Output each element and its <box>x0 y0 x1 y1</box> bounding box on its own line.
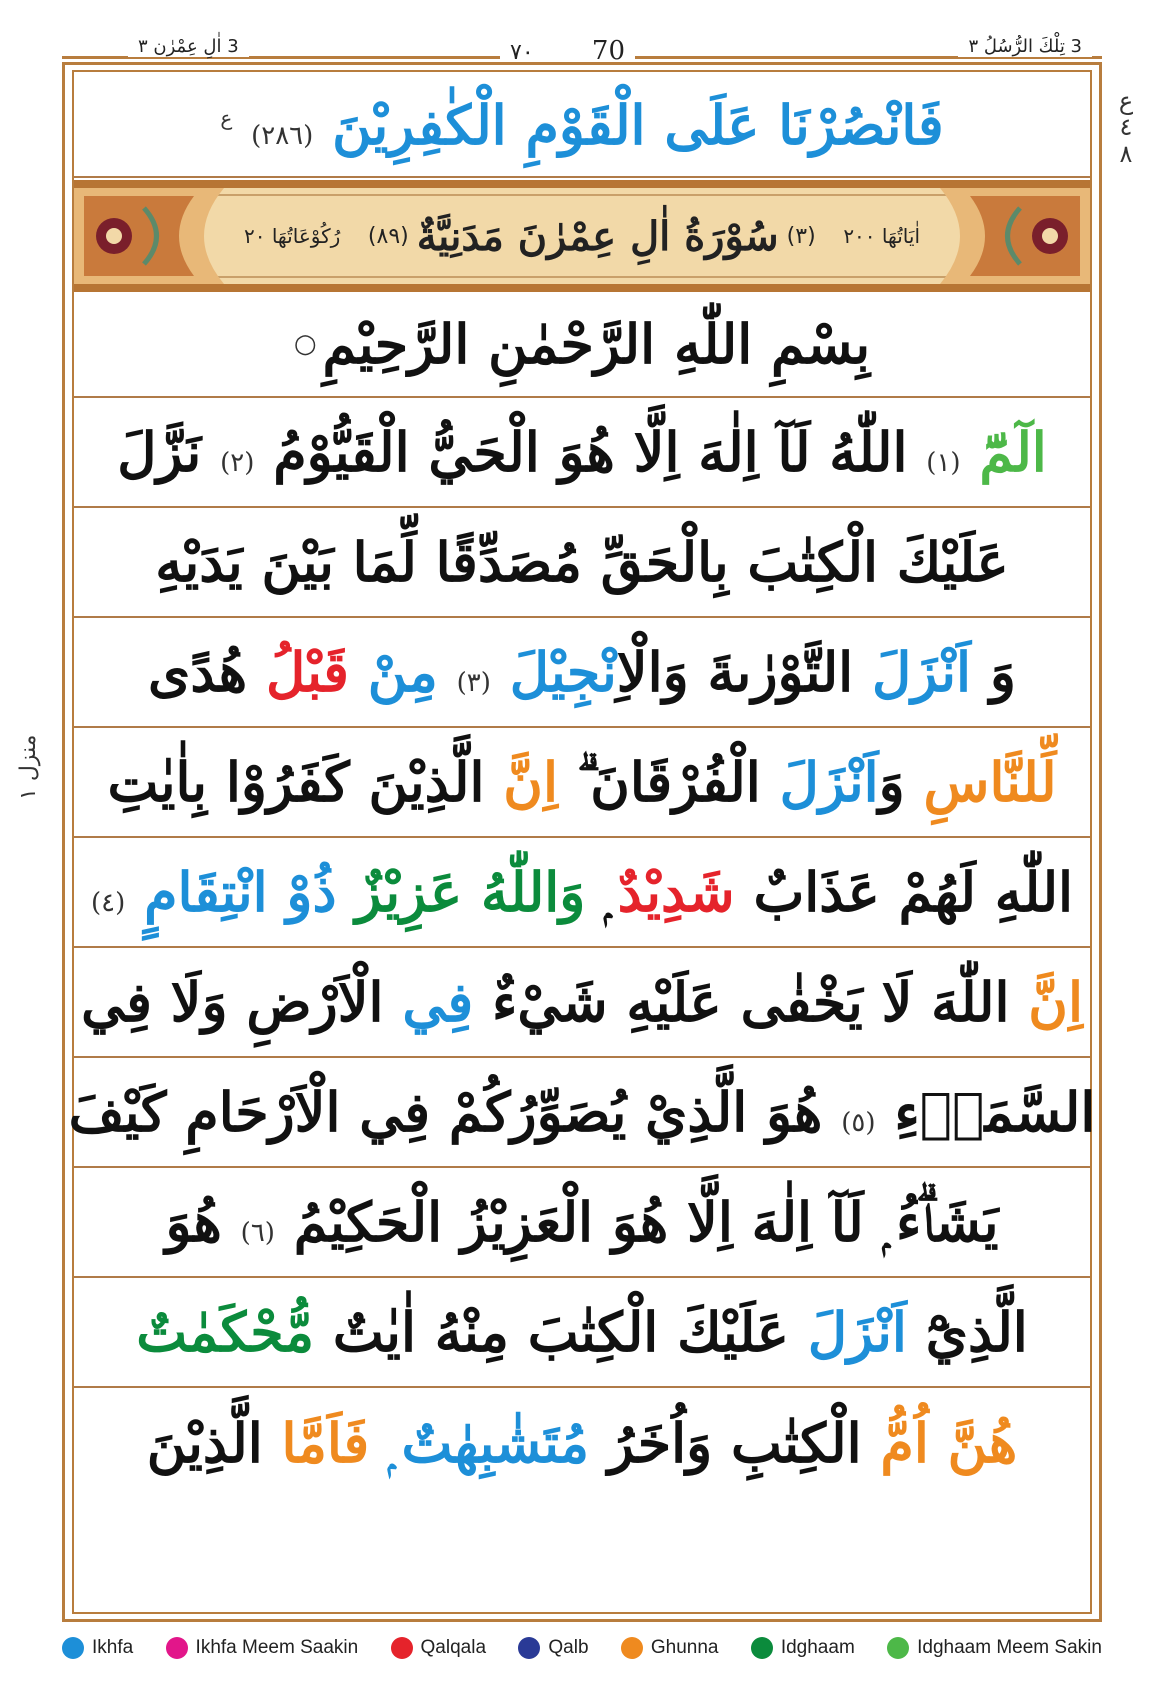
verse-segment: عَلَيْكَ الْكِتٰبَ بِالْحَقِّ مُصَدِّقًا لِّمَا بَيْنَ يَدَيْهِ <box>155 530 1009 594</box>
page-number-arabic: ٧٠ <box>510 40 534 65</box>
ikhfa-word: اَنْزَلَ <box>872 640 972 704</box>
ornament-left-icon <box>74 188 224 284</box>
verse-segment: وَ <box>989 640 1016 704</box>
ikhfa-word: مُتَشٰبِهٰتٌ ۭ <box>388 1410 590 1475</box>
verse-segment: اللّٰهِ لَهُمْ عَذَابٌ <box>753 859 1074 924</box>
header-surah-name: 3 اٰلِ عِمْرٰن ٣ <box>128 36 249 57</box>
ikhfa-word: اِنْجِيْلَ <box>509 640 617 704</box>
verse-segment: التَّوْرٰىةَ وَالْ <box>616 640 854 704</box>
ruku-marker: ع ٤ ٨ <box>1118 87 1134 168</box>
bismillah-end-circle: ○ <box>293 329 317 359</box>
header-juz-name: 3 تِلْكَ الرُّسُلُ ٣ <box>958 36 1092 57</box>
verse-segment: وَ <box>878 749 905 814</box>
tajweed-legend <box>62 1628 1102 1668</box>
first-line <box>74 74 1090 178</box>
ikhfa-word: اَنْزَلَ <box>779 749 879 814</box>
verse-line-9 <box>74 1278 1090 1388</box>
verse-segment: الَّذِيْٓ <box>925 1300 1028 1364</box>
verse-line-3 <box>74 618 1090 728</box>
ghunna-word: اِنَّ <box>503 749 558 814</box>
banner-content <box>244 200 920 272</box>
ghunna-word: فَاَمَّا <box>281 1410 370 1475</box>
legend-ikhfa: Ikhfa <box>62 1637 133 1659</box>
ikhfa-word: اَنْزَلَ <box>807 1300 907 1364</box>
verse-line-10 <box>74 1388 1090 1498</box>
verse-segment: الَّذِيْنَ كَفَرُوْا بِاٰيٰتِ <box>107 749 485 814</box>
ayah-end-marker: (٣) <box>456 668 491 698</box>
ikhfa-word: فِي <box>402 970 474 1034</box>
idghaam-word: مُّحْكَمٰتٌ <box>136 1300 315 1364</box>
legend-ikhfa-meem-saakin: Ikhfa Meem Saakin <box>166 1637 359 1659</box>
verse-segment: يَشَاۗءُ ۭ لَآ اِلٰهَ اِلَّا هُوَ الْعَزِيْزُ الْحَكِيْمُ <box>293 1189 999 1254</box>
ayah-end-marker: (٥) <box>841 1108 876 1138</box>
verse-segment: الْكِتٰبِ وَاُخَرُ <box>607 1410 862 1475</box>
ghunna-word: اُمُّ <box>880 1410 929 1475</box>
verse-segment: هُوَ الَّذِيْ يُصَوِّرُكُمْ فِي الْاَرْحَامِ كَيْفَ <box>68 1080 823 1144</box>
ayah-end-marker: (٢) <box>220 448 255 478</box>
verse-segment: نَزَّلَ <box>117 420 202 484</box>
legend-dot-icon <box>518 1637 540 1659</box>
verse-line-2 <box>74 508 1090 618</box>
verse-segment: الَّذِيْنَ <box>146 1410 263 1475</box>
legend-ghunna: Ghunna <box>621 1637 719 1659</box>
legend-idghaam: Idghaam <box>751 1637 855 1659</box>
verse-line-7 <box>68 1058 1096 1168</box>
legend-dot-icon <box>751 1637 773 1659</box>
ruku-count: رُكُوْعَاتُهَا ٢٠ <box>244 224 341 248</box>
ayat-count: اٰيَاتُهَا ٢٠٠ <box>843 224 920 248</box>
manzil-marker: منزل ١ <box>16 734 41 800</box>
ayah-end-marker: (٦) <box>240 1217 275 1248</box>
verse-segment: هُوَ <box>165 1189 222 1254</box>
verse-segment: اللّٰهَ لَا يَخْفٰى عَلَيْهِ شَيْءٌ <box>491 970 1010 1034</box>
surah-name: سُوْرَةُ اٰلِ عِمْرٰنَ مَدَنِيَّةٌ <box>416 212 779 260</box>
verse-text <box>220 93 943 157</box>
ayah-end-marker: (٢٨٦) <box>251 121 314 151</box>
legend-dot-icon <box>887 1637 909 1659</box>
verse-line-5 <box>74 838 1090 948</box>
ruku-sign: ع <box>220 106 233 130</box>
legend-idghaam-meem-sakin: Idghaam Meem Sakin <box>887 1637 1102 1659</box>
verse-line-6 <box>74 948 1090 1058</box>
ayah-end-marker: (١) <box>926 448 961 478</box>
legend-qalqala: Qalqala <box>391 1637 487 1659</box>
ikhfa-word: فَانْصُرْنَا عَلَى الْقَوْمِ الْكٰفِرِيْنَ <box>332 93 944 157</box>
bismillah-line <box>74 292 1090 398</box>
revelation-order: (٨٩) <box>367 223 409 249</box>
verse-segment: اللّٰهُ لَآ اِلٰهَ اِلَّا هُوَ الْحَيُّ الْقَيُّوْمُ <box>273 420 908 484</box>
verse-line-4 <box>74 728 1090 838</box>
verse-segment: عَلَيْكَ الْكِتٰبَ مِنْهُ اٰيٰتٌ <box>332 1300 790 1364</box>
ikhfa-word: مِنْ <box>367 640 438 704</box>
verse-segment: السَّمَاۗءِ <box>894 1080 1096 1144</box>
idghaam-word: ۭ وَاللّٰهُ عَزِيْزٌ <box>355 859 605 924</box>
legend-dot-icon <box>166 1637 188 1659</box>
ikhfa-word: ذُوْ انْتِقَامٍ <box>144 859 337 924</box>
verse-line-1 <box>74 398 1090 508</box>
verse-segment: الْاَرْضِ وَلَا فِي <box>81 970 384 1034</box>
verse-segment: الْفُرْقَانَ ۗ <box>576 749 761 814</box>
legend-qalb: Qalb <box>518 1637 588 1659</box>
ghunna-word: اِنَّ <box>1028 970 1083 1034</box>
surah-title-group <box>360 213 824 260</box>
surah-banner <box>74 180 1090 292</box>
legend-dot-icon <box>621 1637 643 1659</box>
legend-dot-icon <box>62 1637 84 1659</box>
verse-segment: هُدًى <box>148 640 248 704</box>
bismillah: بِسْمِ اللّٰهِ الرَّحْمٰنِ الرَّحِيْمِ <box>322 312 871 376</box>
idghaam-meem-word: الٓمّٓ <box>979 420 1047 484</box>
qalqala-word: شَدِيْدٌ <box>617 859 735 924</box>
ghunna-word: هُنَّ <box>947 1410 1018 1475</box>
qalqala-word: قَبْلُ <box>265 640 349 704</box>
verse-line-8 <box>74 1168 1090 1278</box>
ghunna-word: لِّلنَّاسِ <box>923 749 1057 814</box>
page-number-latin: 70 <box>591 36 625 66</box>
ayah-end-marker: (٤) <box>90 887 126 918</box>
ornament-right-icon <box>940 188 1090 284</box>
surah-number: (٣) <box>786 223 816 249</box>
legend-dot-icon <box>391 1637 413 1659</box>
